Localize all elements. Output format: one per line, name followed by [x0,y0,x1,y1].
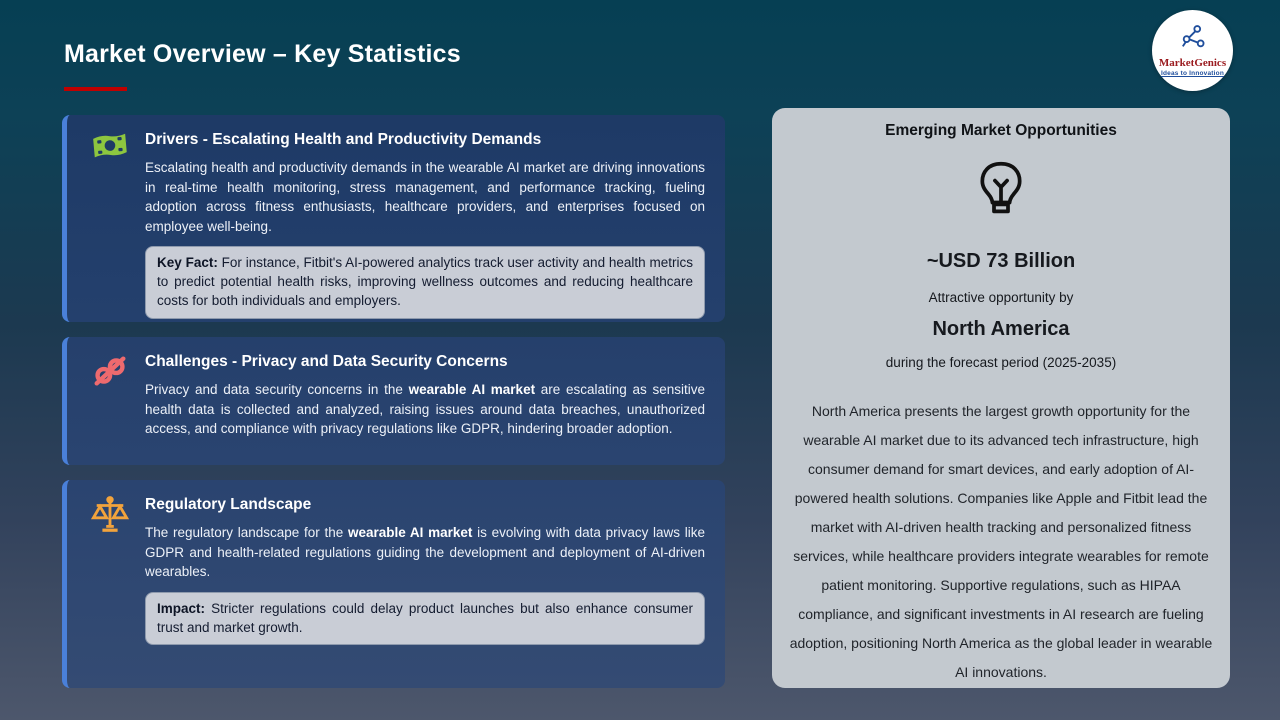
broken-link-icon [91,352,129,390]
card-body-text: is evolving with data privacy laws like GDPR and health-related regulations guiding the development and deployment of AI-driven wearables. [145,525,706,580]
region-name: North America [932,318,1070,340]
card-body-text: Privacy and data security concerns in the [145,382,409,398]
key-fact-callout [145,246,705,318]
card-body-text: Escalating health and productivity demands in the wearable AI market are driving innovations in real-time health monitoring, stress management, and performance tracking, fueling adoption across fitness enthusiasts, healthcare providers, and enterprises focused on employee well-being. [145,160,705,234]
callout-text: Stricter regulations could delay product launches but also enhance consumer trust and market growth. [157,600,693,635]
card-body [145,380,705,438]
card-drivers [62,115,725,322]
emerging-market-panel [772,108,1230,688]
card-body [145,523,705,581]
logo-name: MarketGenics [1158,57,1227,70]
card-title: Drivers - Escalating Health and Productivity Demands [145,131,542,148]
opportunity-subtitle: Attractive opportunity by [928,290,1074,305]
banknote-icon [91,130,129,168]
card-body-text: The regulatory landscape for the [145,525,348,541]
logo-tagline: Ideas to Innovation [1160,69,1225,77]
card-title: Regulatory Landscape [145,496,312,513]
market-value: ~USD 73 Billion [926,250,1076,272]
marketgenics-logo [1152,10,1233,91]
card-challenges [62,337,725,465]
card-body [145,158,705,236]
card-regulatory [62,480,725,688]
impact-callout [145,592,705,645]
panel-title: Emerging Market Opportunities [885,122,1117,139]
scales-icon [91,495,129,533]
card-title: Challenges - Privacy and Data Security Concerns [145,353,508,370]
title-underline [64,87,127,91]
page-title: Market Overview – Key Statistics [64,40,461,68]
card-body-bold: wearable AI market [347,525,473,541]
callout-label: Impact: [157,600,206,616]
callout-label: Key Fact: [157,255,218,271]
lightbulb-icon [794,161,1208,222]
molecule-icon [1176,24,1210,55]
forecast-period: during the forecast period (2025-2035) [885,355,1117,370]
card-body-text: are escalating as sensitive health data is collected and analyzed, raising issues around data breaches, unauthorized access, and compliance with privacy regulations like GDPR, hindering broader adoption. [145,382,705,437]
region-description: North America presents the largest growth opportunity for the wearable AI market due to its advanced tech infrastructure, high consumer demand for smart devices, and early adoption of AI-powered health solutions. Companies like Apple and Fitbit lead the market with AI-driven health tracking and personalized fitness services, while healthcare providers integrate wearables for remote patient monitoring. Supportive regulations, such as HIPAA compliance, and significant investments in AI research are fueling adoption, positioning North America as the global leader in wearable AI innovations. [789,403,1213,680]
callout-text: For instance, Fitbit's AI-powered analytics track user activity and health metrics to predict potential health risks, improving wellness outcomes and reducing healthcare costs for both individuals and employers. [157,255,693,309]
card-body-bold: wearable AI market [408,382,536,398]
